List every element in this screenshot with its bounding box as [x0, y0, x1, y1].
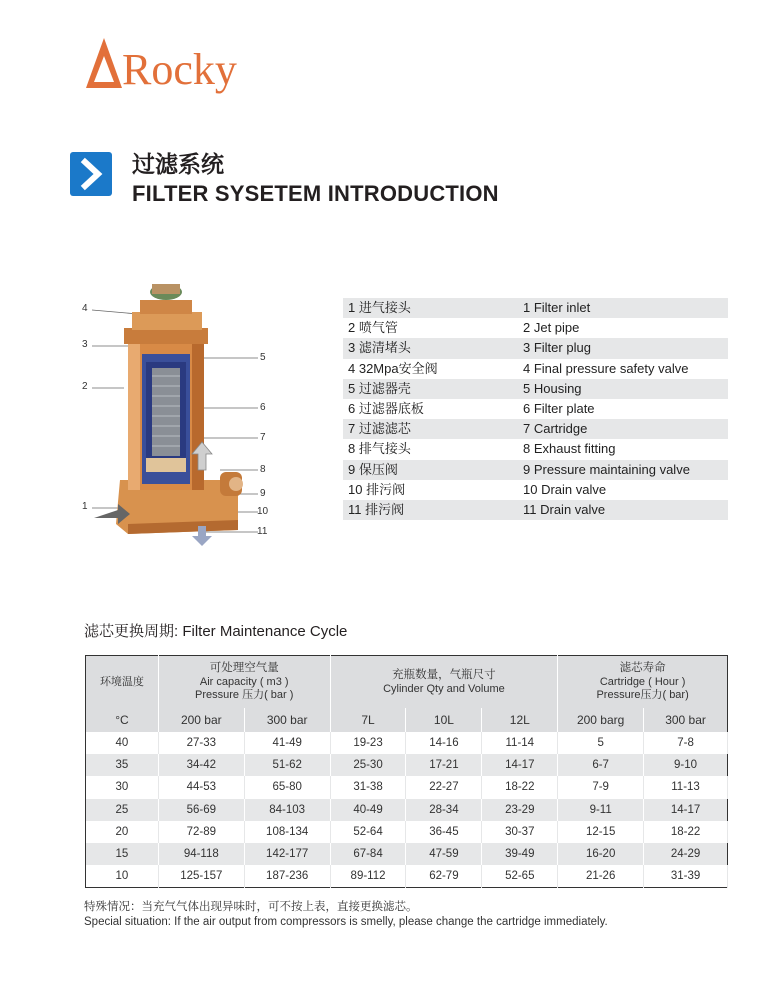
part-name-en: 1 Filter inlet — [518, 298, 728, 318]
table-cell: 40-49 — [330, 799, 406, 821]
callout-label: 3 — [82, 339, 88, 350]
table-cell: 9-11 — [558, 799, 644, 821]
table-cell: 10 — [86, 865, 159, 888]
subheader-cell: 300 bar — [244, 708, 330, 732]
table-cell: 30-37 — [482, 821, 558, 843]
table-cell: 27-33 — [158, 732, 244, 754]
table-row — [86, 843, 728, 865]
subheader-cell: 7L — [330, 708, 406, 732]
table-cell: 40 — [86, 732, 159, 754]
section-title-cn: 过滤系统 — [132, 151, 224, 177]
table-cell: 15 — [86, 843, 159, 865]
callout-label: 1 — [82, 501, 88, 512]
note-en: Special situation: If the air output from compressors is smelly, please change the cartridge immediately. — [84, 916, 608, 928]
parts-row — [343, 480, 728, 500]
part-name-cn: 3 滤清堵头 — [343, 338, 518, 358]
part-name-cn: 6 过滤器底板 — [348, 401, 424, 417]
part-name-en: 3 Filter plug — [518, 338, 728, 358]
header-cyl-cn: 充瓶数量，气瓶尺寸 — [392, 668, 496, 681]
part-name-cn: 8 排气接头 — [348, 441, 411, 457]
part-name-en: 6 Filter plate — [523, 401, 595, 417]
header-cylinder — [330, 656, 558, 709]
subheader-cell: 200 barg — [558, 708, 644, 732]
part-name-cn: 4 32Mpa安全阀 — [348, 360, 438, 376]
table-cell: 72-89 — [158, 821, 244, 843]
brand-logo — [84, 34, 284, 100]
part-name-cn: 1 进气接头 — [343, 298, 518, 318]
part-name-en: 2 Jet pipe — [523, 320, 580, 336]
header-air-en2: Pressure 压力( bar ) — [195, 689, 294, 701]
table-cell: 7-9 — [558, 776, 644, 798]
table-subheader-row — [86, 708, 728, 732]
table-cell: 94-118 — [158, 843, 244, 865]
table-cell: 51-62 — [244, 754, 330, 776]
parts-row — [343, 318, 728, 338]
table-cell: 67-84 — [330, 843, 406, 865]
parts-row — [343, 298, 728, 318]
table-cell: 44-53 — [158, 776, 244, 798]
table-cell: 36-45 — [406, 821, 482, 843]
note-cn: 特殊情况：当充气气体出现异味时，可不按上表，直接更换滤芯。 — [84, 901, 418, 913]
table-cell: 11-14 — [482, 732, 558, 754]
table-cell: 108-134 — [244, 821, 330, 843]
table-cell: 9-10 — [644, 754, 728, 776]
callout-label: 7 — [260, 432, 266, 443]
table-cell: 17-21 — [406, 754, 482, 776]
table-cell: 25 — [86, 799, 159, 821]
table-cell: 30 — [86, 776, 159, 798]
parts-row — [343, 419, 728, 439]
table-cell: 31-39 — [644, 865, 728, 888]
part-name-en: 9 Pressure maintaining valve — [518, 460, 728, 480]
header-env: 环境温度 — [86, 656, 159, 709]
header-cyl-en: Cylinder Qty and Volume — [383, 682, 505, 695]
part-name-en: 4 Final pressure safety valve — [523, 360, 689, 376]
header-air-capacity — [158, 656, 330, 709]
table-cell: 23-29 — [482, 799, 558, 821]
table-cell: 39-49 — [482, 843, 558, 865]
table-row — [86, 776, 728, 798]
subheader-cell: 10L — [406, 708, 482, 732]
subheader-cell: 12L — [482, 708, 558, 732]
table-cell: 14-17 — [482, 754, 558, 776]
callout-label: 9 — [260, 488, 266, 499]
part-name-en: 5 Housing — [518, 379, 728, 399]
header-life-en1: Cartridge ( Hour ) — [599, 676, 686, 688]
parts-row — [343, 439, 728, 459]
part-name-cn: 9 保压阀 — [343, 460, 518, 480]
table-cell: 47-59 — [406, 843, 482, 865]
table-cell: 22-27 — [406, 776, 482, 798]
parts-list-table — [343, 298, 728, 520]
header-cartridge-life — [558, 656, 728, 709]
table-cell: 28-34 — [406, 799, 482, 821]
table-cell: 187-236 — [244, 865, 330, 888]
section-title-en: FILTER SYSETEM INTRODUCTION — [132, 181, 499, 206]
table-cell: 52-64 — [330, 821, 406, 843]
table-cell: 20 — [86, 821, 159, 843]
table-cell: 14-16 — [406, 732, 482, 754]
part-name-en: 7 Cartridge — [518, 419, 728, 439]
table-row — [86, 732, 728, 754]
table-cell: 31-38 — [330, 776, 406, 798]
table-cell: 18-22 — [482, 776, 558, 798]
part-name-cn: 2 喷气管 — [348, 320, 398, 336]
header-life-en2: Pressure压力( bar) — [596, 689, 689, 701]
table-cell: 5 — [558, 732, 644, 754]
table-cell: 6-7 — [558, 754, 644, 776]
part-name-cn: 10 排污阀 — [348, 481, 406, 497]
subheader-cell: °C — [86, 708, 159, 732]
table-row — [86, 799, 728, 821]
table-cell: 18-22 — [644, 821, 728, 843]
table-cell: 14-17 — [644, 799, 728, 821]
table-cell: 12-15 — [558, 821, 644, 843]
callout-label: 11 — [257, 526, 268, 537]
table-cell: 24-29 — [644, 843, 728, 865]
callout-label: 4 — [82, 303, 88, 314]
callout-label: 8 — [260, 464, 266, 475]
maintenance-table — [85, 655, 728, 888]
table-cell: 62-79 — [406, 865, 482, 888]
table-cell: 89-112 — [330, 865, 406, 888]
brand-name: Rocky — [122, 45, 237, 94]
table-cell: 34-42 — [158, 754, 244, 776]
subheader-cell: 200 bar — [158, 708, 244, 732]
part-name-cn: 7 过滤滤芯 — [343, 419, 518, 439]
header-air-en1: Air capacity ( m3 ) — [199, 676, 289, 688]
header-life-cn: 滤芯寿命 — [619, 662, 666, 674]
table-cell: 25-30 — [330, 754, 406, 776]
part-name-en: 8 Exhaust fitting — [523, 441, 616, 457]
table-cell: 41-49 — [244, 732, 330, 754]
callout-label: 10 — [257, 506, 269, 517]
table-row — [86, 865, 728, 888]
callout-label: 6 — [260, 402, 266, 413]
table-cell: 142-177 — [244, 843, 330, 865]
part-name-cn: 11 排污阀 — [343, 500, 518, 520]
table-cell: 21-26 — [558, 865, 644, 888]
table-cell: 56-69 — [158, 799, 244, 821]
triangle-logo-icon — [84, 34, 124, 90]
table-cell: 19-23 — [330, 732, 406, 754]
header-air-cn: 可处理空气量 — [209, 662, 279, 674]
callout-label: 5 — [260, 352, 266, 363]
parts-row — [343, 500, 728, 520]
parts-row — [343, 460, 728, 480]
table-cell: 84-103 — [244, 799, 330, 821]
parts-row — [343, 359, 728, 379]
table-cell: 16-20 — [558, 843, 644, 865]
part-name-en: 11 Drain valve — [518, 500, 728, 520]
subheader-cell: 300 bar — [644, 708, 728, 732]
parts-row — [343, 338, 728, 358]
maintenance-title: 滤芯更换周期: Filter Maintenance Cycle — [84, 623, 348, 640]
filter-cutaway-diagram — [80, 272, 280, 547]
parts-row — [343, 399, 728, 419]
chevron-right-icon — [70, 152, 112, 196]
part-name-cn: 5 过滤器壳 — [343, 379, 518, 399]
table-cell: 7-8 — [644, 732, 728, 754]
special-situation-note — [84, 900, 608, 930]
table-cell: 11-13 — [644, 776, 728, 798]
table-row — [86, 754, 728, 776]
table-cell: 65-80 — [244, 776, 330, 798]
callout-label: 2 — [82, 381, 88, 392]
table-row — [86, 821, 728, 843]
table-cell: 35 — [86, 754, 159, 776]
table-cell: 52-65 — [482, 865, 558, 888]
part-name-en: 10 Drain valve — [523, 481, 607, 497]
table-header-row — [86, 656, 728, 709]
table-cell: 125-157 — [158, 865, 244, 888]
parts-row — [343, 379, 728, 399]
filter-illustration — [80, 272, 280, 547]
